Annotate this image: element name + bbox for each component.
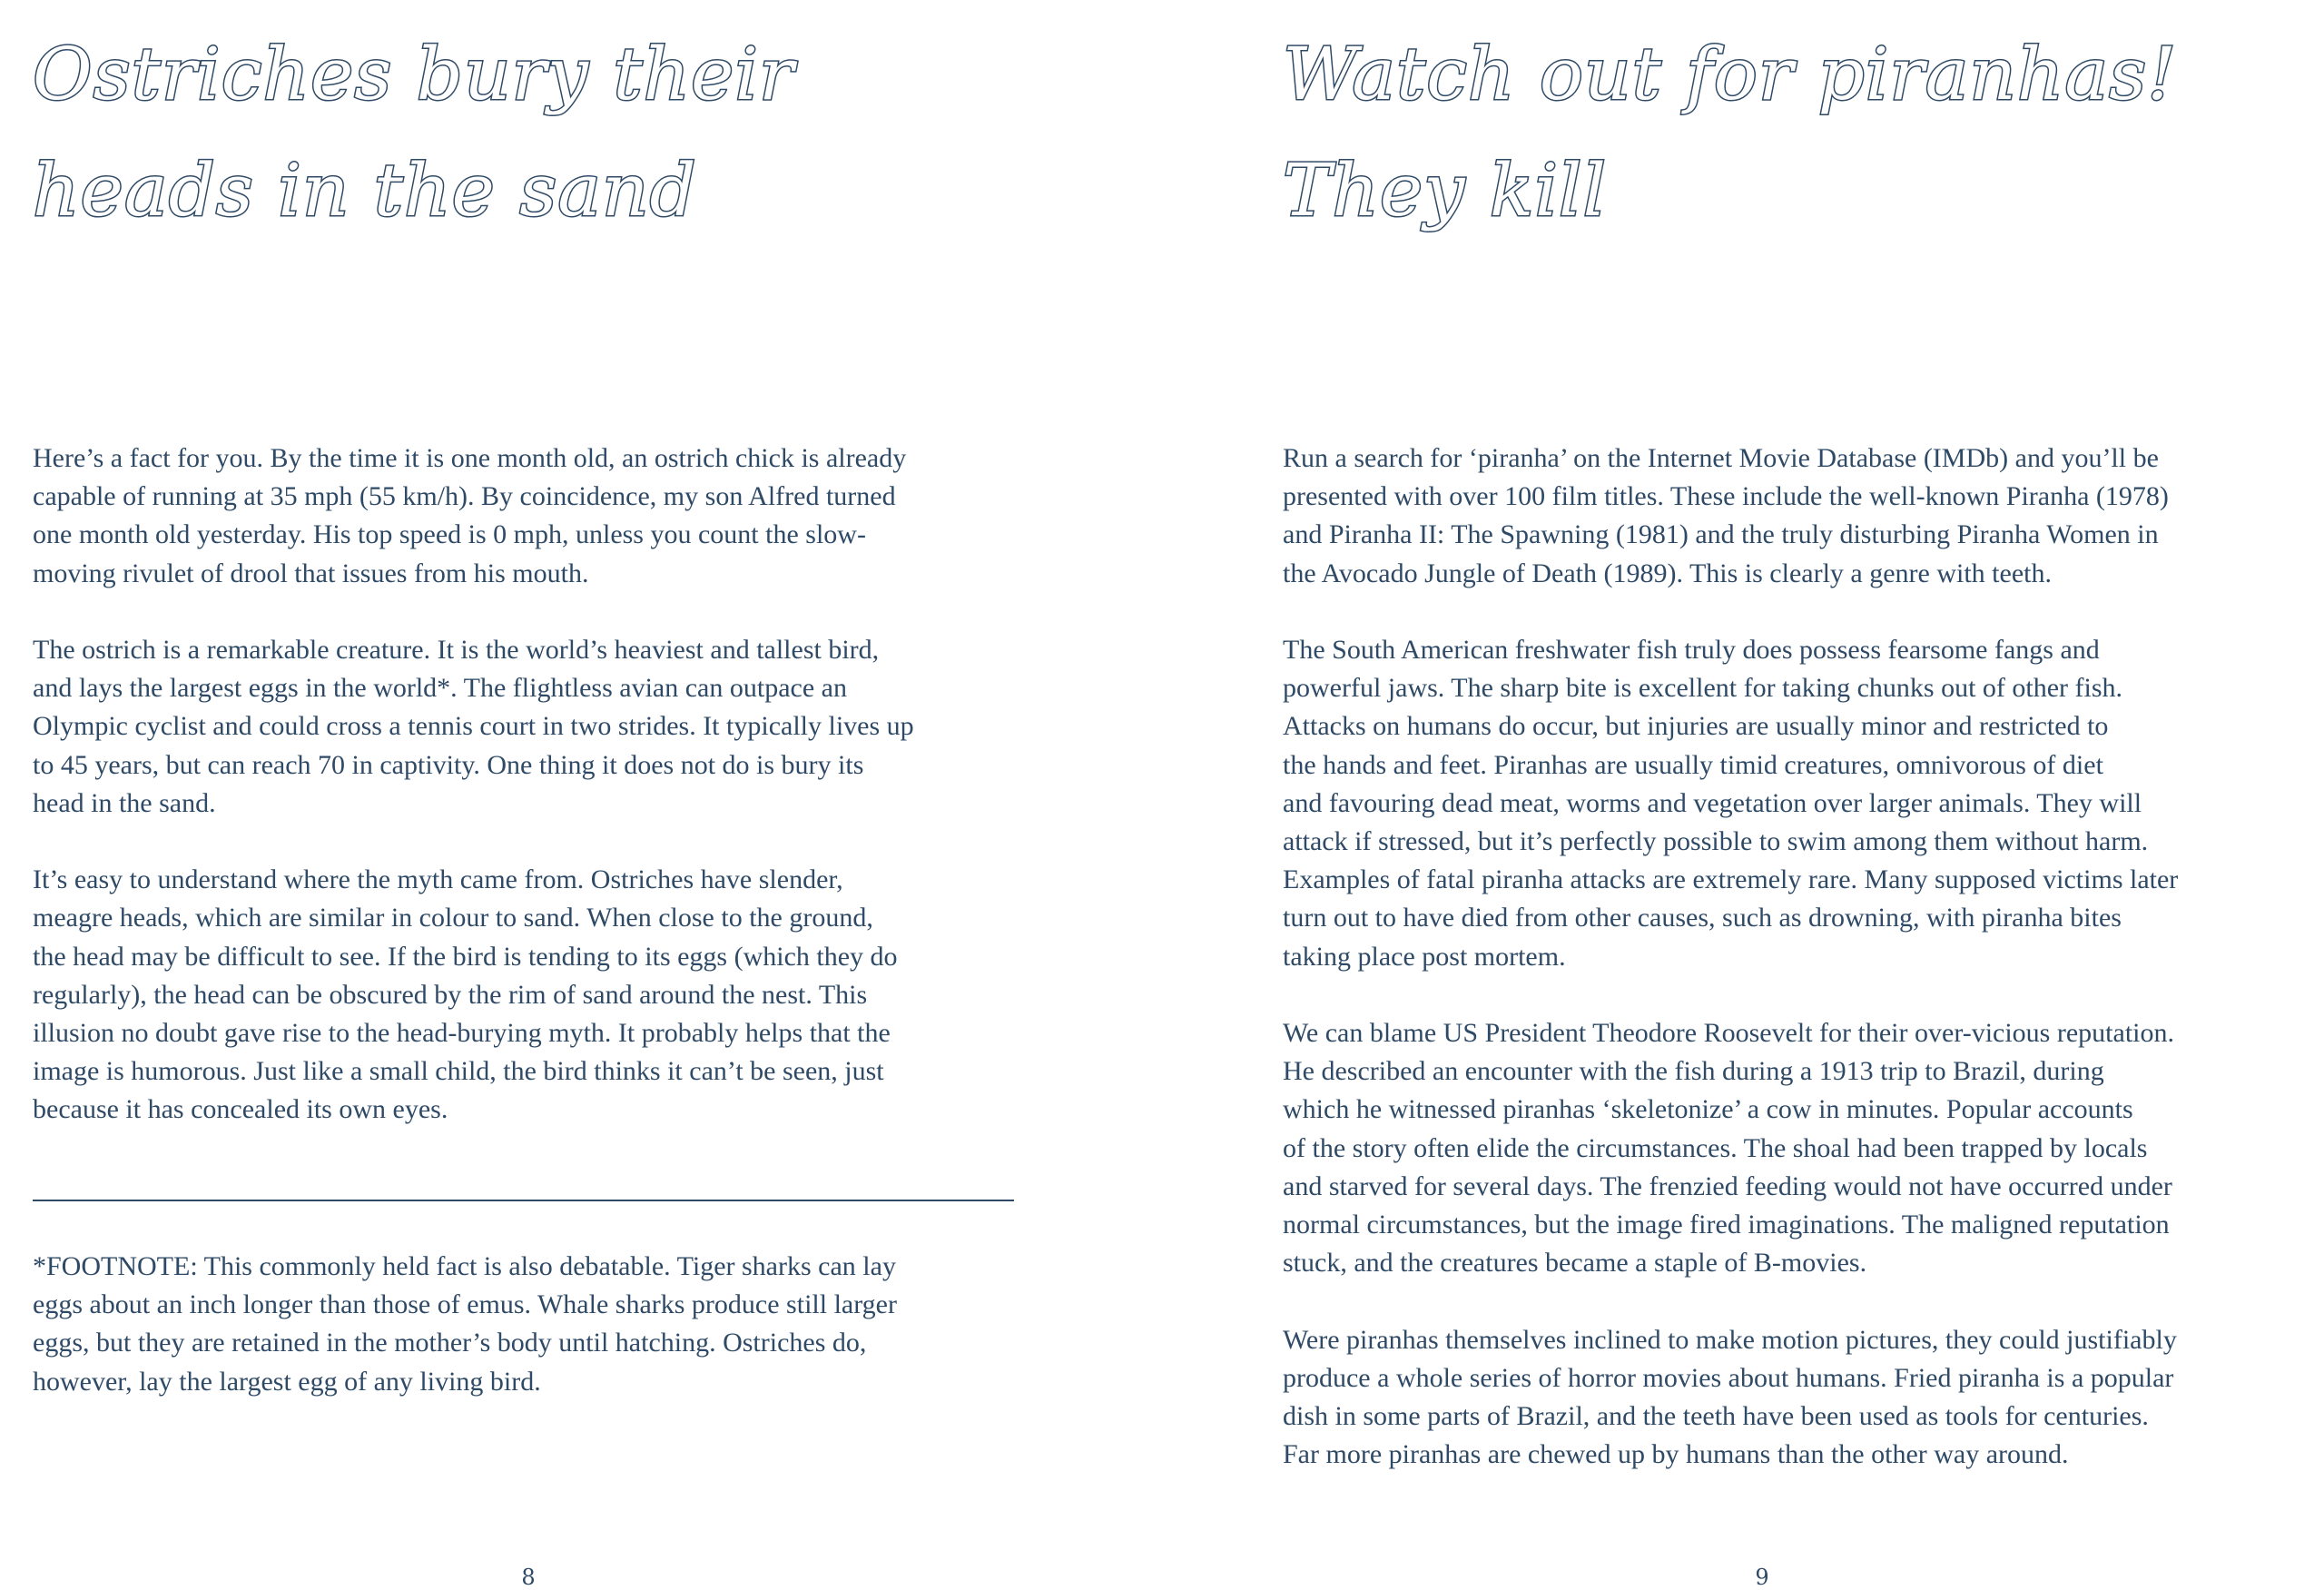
footnote: *FOOTNOTE: This commonly held fact is also debatable. Tiger sharks can lay eggs about an inch longer than those of emus. Whale sharks produce still larger eggs, but they are retained in the mother’s body until hatching. Ostriches do, however, lay the largest egg of any living bird.	[33, 1251, 897, 1397]
footnote-divider	[33, 1200, 1014, 1201]
page-number-right: 9	[1755, 1565, 1769, 1590]
page-number-left: 8	[521, 1565, 536, 1590]
right-page	[1283, 0, 2290, 1590]
left-title-line-1: Ostriches bury their	[33, 32, 795, 116]
right-title-line-1: Watch out for piranhas!	[1283, 32, 2178, 116]
left-page-title	[33, 16, 794, 249]
left-body-text	[33, 439, 1018, 1168]
left-paragraph-3: It’s easy to understand where the myth came from. Ostriches have slender, meagre heads, which are similar in colour to sand. When close to the ground, the head may be difficult to see. If the bird is tending to its eggs (which they do regularly), the head can be obscured by the rim of sand around the nest. This illusion no doubt gave rise to the head-burying myth. It probably helps that the image is humorous. Just like a small child, the bird thinks it can’t be seen, just because it has concealed its own eyes.	[33, 864, 898, 1125]
right-page-title	[1283, 16, 2177, 249]
left-page	[33, 0, 1018, 1590]
right-paragraph-4: Were piranhas themselves inclined to make motion pictures, they could justifiably produce a whole series of horror movies about humans. Fried piranha is a popular dish in some parts of Brazil, and the teeth have been used as tools for centuries. Far more piranhas are chewed up by humans than the other way around.	[1283, 1324, 2177, 1470]
left-title-line-2: heads in the sand	[33, 148, 697, 232]
right-paragraph-3: We can blame US President Theodore Roosevelt for their over-vicious reputation. He described an encounter with the fish during a 1913 trip to Brazil, during which he witnessed piranhas ‘skeletonize’ a cow in minutes. Popular accounts of the story often elide the circumstances. The shoal had been trapped by locals and starved for several days. The frenzied feeding would not have occurred under normal circumstances, but the image fired imaginations. The maligned reputation stuck, and the creatures became a staple of B-movies.	[1283, 1018, 2174, 1279]
right-paragraph-2: The South American freshwater fish truly does possess fearsome fangs and powerful jaws. The sharp bite is excellent for taking chunks out of other fish. Attacks on humans do occur, but injuries are usually minor and restricted to the hands and feet. Piranhas are usually timid creatures, omnivorous of diet and favouring dead meat, worms and vegetation over larger animals. They will attack if stressed, but it’s perfectly possible to swim among them without harm. Examples of fatal piranha attacks are extremely rare. Many supposed victims later turn out to have died from other causes, such as drowning, with piranha bites taking place post mortem.	[1283, 635, 2179, 972]
left-paragraph-2: The ostrich is a remarkable creature. It is the world’s heaviest and tallest bird, and lays the largest eggs in the world*. The flightless avian can outpace an Olympic cyclist and could cross a tennis court in two strides. It typically lives up to 45 years, but can reach 70 in captivity. One thing it does not do is bury its head in the sand.	[33, 635, 914, 818]
left-paragraph-1: Here’s a fact for you. By the time it is one month old, an ostrich chick is already capable of running at 35 mph (55 km/h). By coincidence, my son Alfred turned one month old yesterday. His top speed is 0 mph, unless you count the slow- moving rivulet of drool that issues from his mouth.	[33, 443, 907, 588]
right-paragraph-1: Run a search for ‘piranha’ on the Internet Movie Database (IMDb) and you’ll be presented with over 100 film titles. These include the well-known Piranha (1978) and Piranha II: The Spawning (1981) and the truly disturbing Piranha Women in the Avocado Jungle of Death (1989). This is clearly a genre with teeth.	[1283, 443, 2169, 588]
right-title-line-2: They kill	[1283, 148, 1608, 232]
right-body-text	[1283, 439, 2290, 1513]
